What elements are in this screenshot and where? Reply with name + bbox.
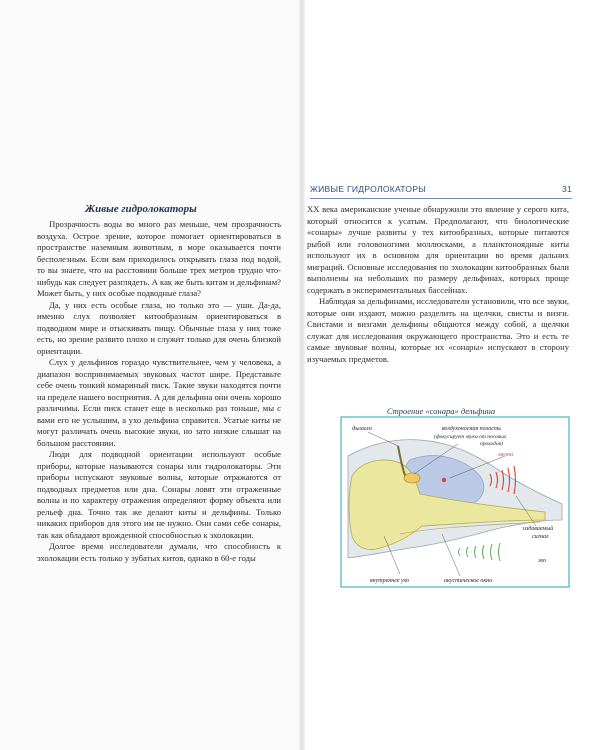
label-melon: мелон [498,452,514,458]
section-title: Живые гидролокаторы [85,203,197,215]
label-echo: эхо [538,558,547,564]
right-page [302,0,600,750]
running-head [310,184,572,199]
figure-caption: Строение «сонара» дельфина [386,406,496,416]
paragraph: Наблюдая за дельфинами, исследователи установили, что все звуки, которые они издают, можно разделить на щелчки, свисты и визги. Свистами и визгами дельфины общаются между собой, а щелчки служат для исследования окружающего пространства. Это и есть те самые звуковые волны, которые их «сонары» испускают в сторону изучаемых предметов. [307,296,569,364]
running-head-title: ЖИВЫЕ ГИДРОЛОКАТОРЫ [310,184,427,194]
label-inner-ear: внутреннее ухо [370,578,410,584]
right-text-column [307,204,569,365]
paragraph: XX века американские ученые обнаружили это явление у серого кита, который относится к усатым. Предполагают, что биологические «сонары» лучше развиты у тех китообразных, которые питаются рыбой или головоногими моллюсками, а планктоноядные киты используют их в основном для ориентации во время дальних миграций. Основные исследования по эхолокации китообразных были выполнены на небольших по размеру дельфинах, которых проще содержать в экспериментальных бассейнах. [307,204,569,295]
air-cavity [404,473,420,483]
label-air-cavity-note: (фокусирует звуки от носовых [434,434,507,440]
label-blowhole: дыхало [352,425,372,432]
book-gutter [299,0,305,750]
label-air-cavity-note-2: проходов) [480,441,503,447]
paragraph: Да, у них есть особые глаза, но только это — уши. Да-да, именно слух позволяет китообразным ориентироваться в подводном мире и отыскивать пищу. Обычные глаза у них тоже есть, но зрение развито плохо и служит только для очень близкой ориентации. [37,299,281,356]
paragraph: Прозрачность воды во много раз меньше, чем прозрачность воздуха. Острое зрение, которое помогает ориентироваться в пространстве наземным животным, в море оказывается почти бесполезным. Если вам приходилось открывать глаза под водой, то вы знаете, что на расстоянии больше трех метров трудно что-нибудь как следует разглядеть. А как же быть китам и дельфинам? Может быть, у них особые подводные глаза? [37,219,281,298]
label-emitted-signal: издаваемый [523,526,554,532]
paragraph: Люди для подводной ориентации используют особые приборы, которые называются сонары или гидролокаторы. Эти приборы испускают звуковые волны, которые отражаются от подводных предметов или дна. Сонары ловят эти отраженные волны и по характеру отражения определяют форму объекта или рельеф дна. Точно так же делают киты и дельфины. Только никаких приборов для этого им не нужно. Они сами себе сонары, так как обладают врожденной способностью к эхолокации. [37,449,281,540]
paragraph: Слух у дельфинов гораздо чувствительнее, чем у человека, а диапазон воспринимаемых звуковых частот шире. Представьте себе очень тонкий комариный писк. Такие звуки находятся почти на пределе нашего восприятия. А для дельфина они очень хорошо различимы. Если писк станет еще в несколько раз тоньше, мы с вами его не услышим, а ухо дельфина справится. Усатые киты не могут различать очень высокие звуки, но зато низкие слышат на большом расстоянии. [37,357,281,448]
label-emitted-signal-2: сигнал [532,534,549,540]
sound-source-dot [442,478,446,482]
left-text-column [37,219,281,564]
label-air-cavity: воздухоносная полость [442,426,501,432]
label-acoustic-window: акустическое окно [444,578,493,584]
paragraph: Долгое время исследователи думали, что способность к эхолокации есть только у зубатых китов, однако в 60-е годы [37,541,281,563]
dolphin-sonar-figure [340,416,570,588]
page-number: 31 [561,184,572,194]
